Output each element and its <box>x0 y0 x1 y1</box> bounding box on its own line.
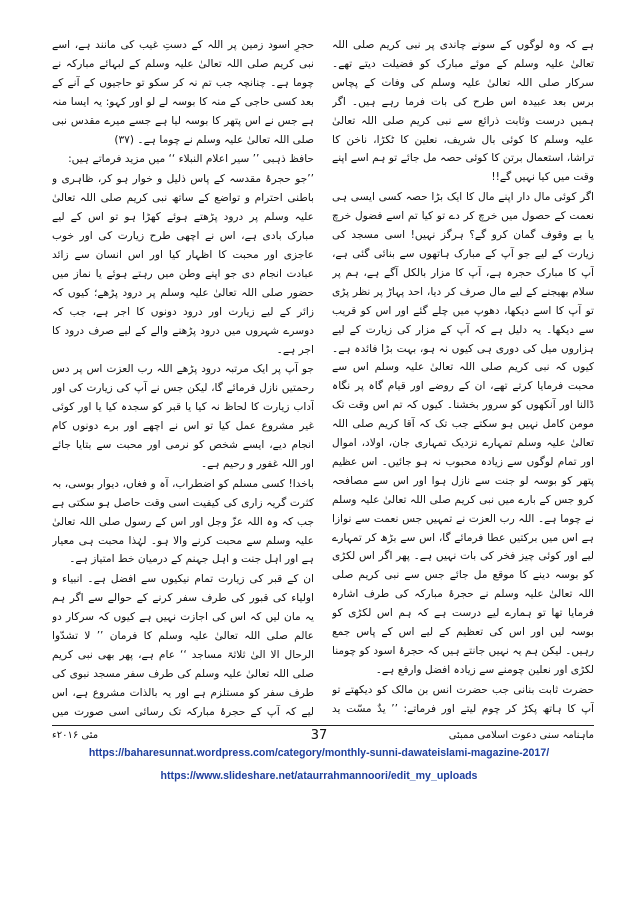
paragraph: حضرت ثابت بنانی جب حضرت انس بن مالک کو دیکھتے تو آپ کا ہاتھ پکڑ کر چوم لیتے اور فرماتے: ’’ یدٌ مسّت ید <box>332 683 594 715</box>
paragraph: حافظ ذہبی ’’ سیر اعلام النبلاء ‘‘ میں مزید فرماتے ہیں: <box>68 153 314 166</box>
paragraph: ان کے قبر کی زیارت تمام نیکیوں سے افضل ہے۔ انبیاء و اولیاء کی قبور کی طرف سفر کرنے کے حوالے سے اگر ہم یہ مان لیں کہ اس کی اجازت نہیں ہے کیوں کہ سرکار دو عالم صلی اللہ تعالیٰ علیہ وسلم کا فرمان ’’ لا تشدّوا الرحال الا الیٰ ثلاثۃ مساجد ‘‘ عام ہے، پھر بھی نبی کریم صلی اللہ تعالیٰ علیہ وسلم کی طرف سفر مسجد نبوی کی طرف سفر کو مستلزم ہے اور یہ بالذات مشروع ہے، اس لیے کہ آپ کے حجرۂ مبارکہ تک رسائی اسی صورت میں <box>52 573 314 718</box>
issue-date: مئی ۲۰۱۶ء <box>52 730 99 741</box>
magazine-name: ماہنامہ سنی دعوت اسلامی ممبئی <box>448 730 594 741</box>
page-number: 37 <box>310 728 328 743</box>
paragraph: باخدا! کسی مسلم کو اضطراب، آہ و فغاں، دیوار بوسی، بہ کثرت گریہ زاری کی کیفیت اسی وقت حاصل ہو سکتی ہے جب کہ وہ اللہ عزّ وجل اور اس کے رسول صلی اللہ تعالیٰ علیہ وسلم سے محبت کرنے والا ہو۔ لہٰذا محبت ہی معیار ہے اور اہل جنت و اہل جہنم کے درمیان خط امتیاز ہے۔ <box>52 477 314 566</box>
paragraph: جو آپ پر ایک مرتبہ درود پڑھے اللہ رب العزت اس پر دس رحمتیں نازل فرمائے گا، لیکن جس نے آپ کی زیارت کی اور آداب زیارت کا لحاظ نہ کیا یا قبر کو سجدہ کیا یا اور کوئی غیر مشروع عمل کیا تو اس نے اچھے اور برے دونوں کام انجام دیے، ایسے شخص کو نرمی اور محبت سے بتایا جائے اور اللہ غفور و رحیم ہے۔ <box>52 363 314 470</box>
slideshare-link[interactable]: https://www.slideshare.net/ataurrahmannoori/edit_my_uploads <box>160 770 478 782</box>
footer-divider <box>52 725 594 726</box>
paragraph: اگر کوئی مال دار اپنے مال کا ایک بڑا حصہ کسی ایسی ہی نعمت کے حصول میں خرچ کر دے تو کیا تم اسے فضول خرچ یا بے وقوف گمان کرو گے؟ ہرگز نہیں! اسی مسجد کی زیارت کے لیے جو آپ کے مبارک ہاتھوں سے بنائی گئی ہے، آپ کا مبارک حجرہ ہے، آپ کا مزار بالکل آگے ہے، ہم پر سلام بھیجنے کے لیے مال صرف کر دیا، احد پہاڑ پر نظر پڑی تو آپ کا اسے دیکھا، دھوپ میں چلے گئے اور اس کو قریب سے دیکھا۔ یہ دلیل ہے کہ آپ کے مزار کی زیارت کے لیے ہزاروں میل کی دوری ہی کیوں نہ ہو، بہت بڑا فائدہ ہے۔ کیوں کہ نبی کریم صلی اللہ تعالیٰ علیہ وسلم اس سے محبت فرمایا کرتے تھے، ان کے روضے اور قیام گاہ پر نگاہ ڈالنا اور آنکھوں کو سرور بخشنا۔ کیوں کہ تم اس وقت تک مومن کامل نہیں ہو سکتے جب تک کہ آقا کریم صلی اللہ تعالیٰ علیہ وسلم تمہارے نزدیک تمہاری جان، اولاد، اموال اور تمام لوگوں سے زیادہ محبوب نہ ہو جائیں۔ اس عظیم پتھر کو بوسہ لو جنت سے نازل ہوا اور اس سے مصافحہ کرو جس کے بارے میں نبی کریم صلی اللہ تعالیٰ علیہ وسلم نے چوما ہے۔ اللہ رب العزت نے تمہیں جس نعمت سے نوازا ہے اس میں برکتیں عطا فرمائے گا، اس سے بڑھ کر تمہارے لیے اور کوئی چیز فخر کی بات نہیں ہے۔ پھر اگر اس لکڑی کو بوسہ دینے کا موقع مل جائے جس سے نبی کریم صلی اللہ تعالیٰ علیہ وسلم نے حجرۂ مبارکہ کی طرف اشارہ فرمایا تھا تو ہمارے لیے درست ہے کہ ہم اس لکڑی کو بوسہ لیں اور اس کی تعظیم کے لیے اس کے پاس جمع رہیں۔ لیکن ہم یہ نہیں جانتے ہیں کہ حجرۂ اسود کو چومنا لکڑی اور نعلین چومنے سے زیادہ افضل وارفع ہے۔ <box>332 191 594 676</box>
paragraph: ’’جو حجرۂ مقدسہ کے پاس ذلیل و خوار ہو کر، ظاہری و باطنی احترام و تواضع کے ساتھ نبی کریم صلی اللہ تعالیٰ علیہ وسلم پر درود پڑھتے ہوئے کھڑا ہو تو اس کے لیے مبارک بادی ہے، اس نے اچھی طرح زیارت کی اور خوب عاجزی اور محبت کا اظہار کیا اور اس انسان سے زائد عبادت انجام دی جو اپنے وطن میں رہتے ہوئے یا نماز میں حضور صلی اللہ تعالیٰ علیہ وسلم پر درود پڑھے؛ کیوں کہ زائر کے لیے زیارت اور درود دونوں کا اجر ہے، جب کہ دوسرے شہروں میں درود پڑھنے والے کے لیے صرف درود کا اجر ہے۔ <box>52 173 314 356</box>
paragraph: ہے کہ وہ لوگوں کے سونے چاندی پر نبی کریم صلی اللہ تعالیٰ علیہ وسلم کے موئے مبارک کو فضیلت دیتے تھے۔ سرکار صلی اللہ تعالیٰ علیہ وسلم کی وفات کے پچاس برس بعد عبیدہ اس طرح کی بات فرما رہے ہیں۔ اگر ہمیں درست وثابت ذرائع سے نبی کریم صلی اللہ تعالیٰ علیہ وسلم کا کوئی بال شریف، نعلین کا ٹکڑا، ناخن کا تراشا، استعمال برتن کا کوئی حصہ مل جائے تو ہم اسے اپنے وقت میں کیا نہیں گے!! <box>332 39 594 184</box>
right-text-column <box>332 36 594 722</box>
blog-link[interactable]: https://baharesunnat.wordpress.com/category/monthly-sunni-dawateislami-magazine-2017/ <box>88 747 550 759</box>
paragraph: حجرِ اسود زمین پر اللہ کے دستِ غیب کی مانند ہے، اسے نبی کریم صلی اللہ تعالیٰ علیہ وسلم کے لبہائے مبارکہ نے چوما ہے۔ چنانچہ جب تم نہ کر سکو تو حاجیوں کے آنے کے بعد کسی حاجی کے منہ کا بوسہ لے لو اور کہو: یہ ایسا منہ ہے جس نے اس پتھر کا بوسہ لیا ہے جسے میرے مقدس نبی صلی اللہ تعالیٰ علیہ وسلم نے چوما ہے۔ (۳۷) <box>52 39 314 146</box>
left-text-column <box>52 36 314 722</box>
